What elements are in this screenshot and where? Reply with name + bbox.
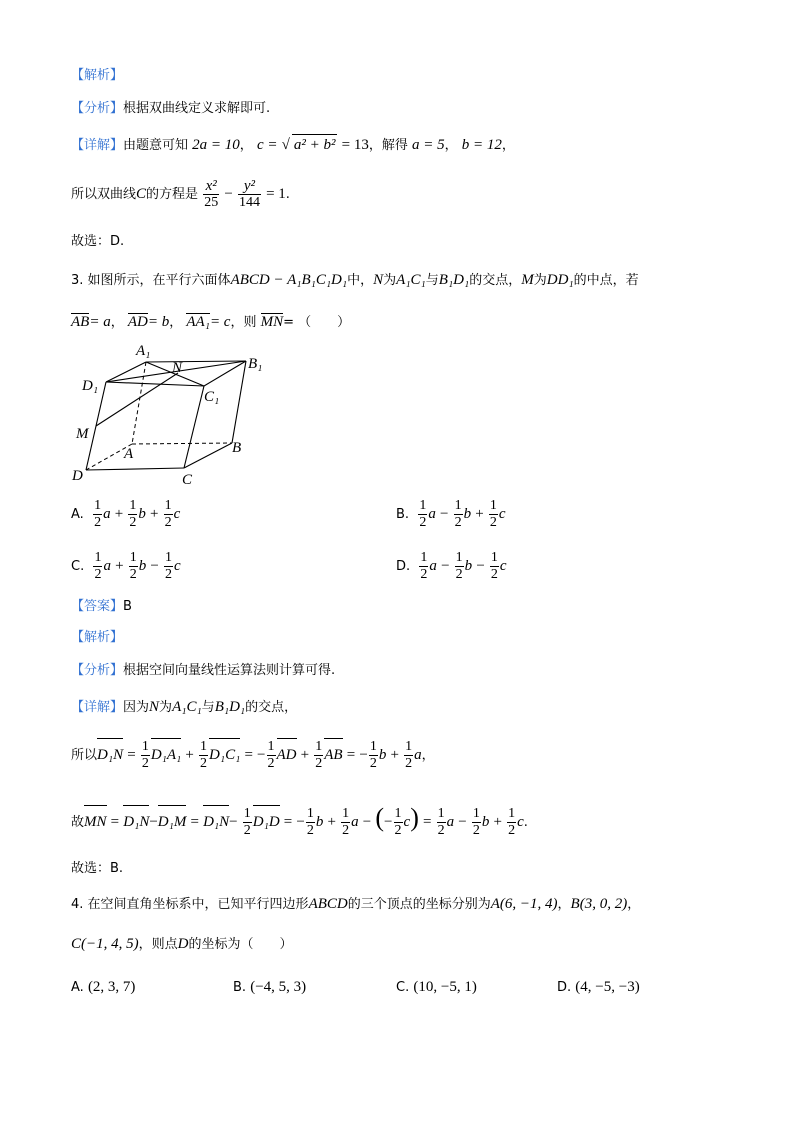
q2-eq-c-rhs: = 13 [341,137,369,153]
q3-final-answer: 故选：B. [71,861,124,876]
q3-analysis [71,661,335,681]
q2-xiangjie-tag: 【详解】 [71,138,124,153]
q4-point-d: D [177,936,189,952]
q3-vec-AB: AB [71,314,90,330]
q3-eq-a: = a [89,314,111,330]
q4-comma1: ， [557,897,571,912]
label-C: C [182,472,193,488]
q2-sqrt-radicand: a² + b² [292,134,338,155]
q3-x1d: 的交点， [245,700,298,715]
q3-stem-line2 [71,312,350,333]
q2-curve-c: C [136,186,147,202]
q3-stem6: 为 [533,273,547,288]
q4-option-b[interactable] [233,977,306,998]
q4-point-c: C(−1, 4, 5) [71,936,139,952]
q3-stem5: 的交点， [469,273,522,288]
q2-period: . [285,187,290,202]
q2-fenxi-tag: 【分析】 [71,101,124,116]
q3-eq-c: = c [209,314,231,330]
q2-minus: − [224,186,233,202]
q4-stem1: 在空间直角坐标系中，已知平行四边形 [87,897,309,912]
label-N: N [172,360,183,376]
q4-option-a-label: A. [71,980,84,995]
edge-A1A-hidden [132,362,146,444]
q3-A1C1: A₁C₁ [396,272,426,288]
q2-jiexi-heading: 【解析】 [71,68,124,83]
q3-vec-AD: AD [127,314,148,330]
q4-point-b: B(3, 0, 2) [570,896,628,912]
q3-option-d-label: D. [396,559,411,574]
label-M: M [76,426,89,442]
q2-eq-b: b = 12 [461,137,502,153]
q4-comma2: ， [627,897,641,912]
label-B1: B₁ [248,356,263,372]
q4-option-d[interactable] [557,977,640,998]
edge-C1C [184,386,204,468]
q3-solid: ABCD − A₁B₁C₁D₁ [230,272,348,288]
q3-answer-value: B [123,599,132,614]
edge-C1D1 [106,382,204,386]
q2-equation-line [71,177,290,212]
q4-stem-line2 [71,934,293,955]
q3-eq-b: = b [147,314,170,330]
q3-B1D1: B₁D₁ [438,272,470,288]
q3-stem4: 与 [425,273,439,288]
edge-A1B1 [146,361,246,362]
q4-stem2: 的三个顶点的坐标分别为 [347,897,491,912]
q2-sep2: ，解得 [368,138,408,153]
q3-comma2: ， [169,315,183,330]
q2-frac-x: $\frac{\text{x²}}{25}$ [204,178,219,210]
parallelepiped-figure [70,340,280,490]
edge-DC [86,468,184,470]
q3-stem7: 的中点，若 [573,273,639,288]
q3-DD1: DD₁ [546,272,574,288]
q3-comma1: ， [110,315,124,330]
q2-eq-one: = 1 [266,186,286,202]
q2-detail-text: 由题意可知 [123,138,189,153]
q3-detail [71,697,297,718]
q3-stem1: 如图所示，在平行六面体 [87,273,231,288]
q2-detail [71,134,515,156]
q3-derivation-2: 故MN = D₁N−D₁M = D₁N− $\frac{1}{2}$ D₁D = − $\frac{1}{2}$ b + $\frac{1}{2}$ a − (− $\frac{1}{2}$ c) = $\frac{1}{2}$ a − $\frac{1}{2}$ b + $\frac{1}{2}$ c. [71,803,528,838]
q3-option-b[interactable]: B. $\frac{1}{2}$ a − $\frac{1}{2}$ b + $\frac{1}{2}$ c [396,498,506,530]
edge-B1B [232,361,246,443]
label-D: D [72,468,83,484]
q4-option-d-label: D. [557,980,572,995]
q4-option-c[interactable] [396,977,477,998]
q3-answer-tag: 【答案】 [71,599,124,614]
q3-then: ，则 [230,315,257,330]
q4-option-c-label: C. [396,980,410,995]
q3-xiangjie-tag: 【详解】 [71,700,124,715]
q3-derivation-1: 所以D₁N = $\frac{1}{2}$ D₁A₁ + $\frac{1}{2}$ D₁C₁ = − $\frac{1}{2}$ AD + $\frac{1}{2}$ AB = − $\frac{1}{2}$ b + $\frac{1}{2}$ a， [71,739,435,771]
edge-B1C1 [204,361,246,386]
q4-option-b-value: (−4, 5, 3) [250,979,307,995]
edge-AB-hidden [132,443,232,444]
q4-quad: ABCD [308,896,348,912]
q2-frac-y: $\frac{\text{y²}}{144}$ [238,178,260,210]
q3-ask: = （ ） [283,315,351,330]
q3-fenxi-text: 根据空间向量线性运算法则计算可得. [123,663,336,678]
q3-x1c: 与 [201,700,215,715]
q4-stem-line1 [71,894,640,915]
q2-analysis [71,99,270,119]
q2-answer: 故选：D. [71,234,125,249]
q2-sqrt-sign: √ [281,137,290,153]
q3-answer [71,597,132,617]
q3-N: N [373,272,384,288]
q3-detail-A1C1: A₁C₁ [172,699,202,715]
q4-option-a-value: (2, 3, 7) [87,979,136,995]
q3-option-d[interactable]: D. $\frac{1}{2}$ a − $\frac{1}{2}$ b − $\frac{1}{2}$ c [396,550,507,582]
q2-sep3: ， [444,138,458,153]
q2-eq-a: a = 5 [412,137,445,153]
q4-option-d-value: (4, −5, −3) [575,979,640,995]
q3-stem3: 为 [383,273,397,288]
q3-stem2: 中， [347,273,374,288]
edge-CB [184,443,232,468]
q4-option-c-value: (10, −5, 1) [413,979,477,995]
q3-option-c-label: C. [71,559,85,574]
q3-option-a-label: A. [71,507,84,522]
q3-stem-line1 [71,270,639,291]
q3-x1b: 为 [159,700,173,715]
label-A: A [124,446,134,462]
q4-point-a: A(6, −1, 4) [490,896,558,912]
q3-fenxi-tag: 【分析】 [71,663,124,678]
q2-line2-text2: 的方程是 [146,187,199,202]
q2-fenxi-text: 根据双曲线定义求解即可. [123,101,271,116]
q3-detail-B1D1: B₁D₁ [214,699,246,715]
label-B: B [232,440,242,456]
q2-sep1: ， [239,138,253,153]
q3-number: 3. [71,273,84,288]
q3-option-c[interactable]: C. $\frac{1}{2}$ a + $\frac{1}{2}$ b − $\frac{1}{2}$ c [71,550,181,582]
label-C1: C₁ [204,389,220,405]
label-A1: A₁ [136,343,151,359]
q4-option-a[interactable] [71,977,135,998]
q3-vec-MN: MN [260,314,284,330]
q3-x1: 因为 [123,700,150,715]
q4-stem4: 的坐标为（ ） [188,937,293,952]
label-D1: D₁ [82,378,99,394]
q3-jiexi-heading: 【解析】 [71,630,124,645]
q3-detail-N: N [149,699,160,715]
q3-option-a[interactable]: A. $\frac{1}{2}$ a + $\frac{1}{2}$ b + $\frac{1}{2}$ c [71,498,181,530]
q3-option-b-label: B. [396,507,410,522]
q3-vec-AA1: AA₁ [186,314,210,330]
q4-number: 4. [71,897,84,912]
q3-M: M [521,272,534,288]
q2-sep4: ， [501,138,515,153]
q4-stem3: ，则点 [138,937,178,952]
q2-line2-text: 所以双曲线 [71,187,137,202]
q4-option-b-label: B. [233,980,247,995]
q2-eq-c-lhs: c = [256,137,278,153]
q2-eq-2a: 2a = 10 [192,137,240,153]
